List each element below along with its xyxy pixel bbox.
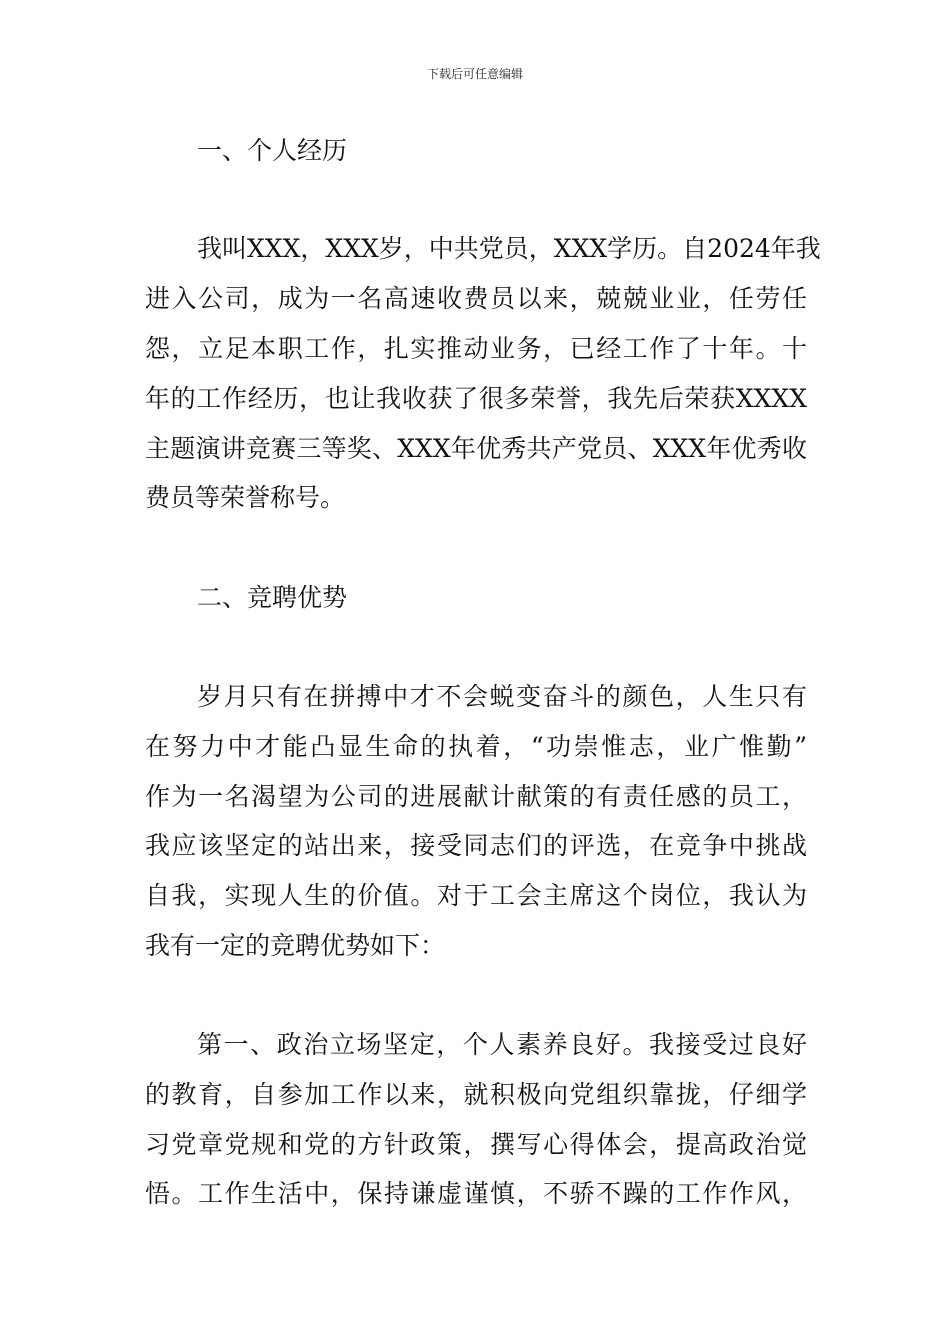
paragraph-line [145,881,807,911]
paragraph-line [145,284,807,314]
line-text: 作为一名渴望为公司的进展献计献策的有责任感的员工， [145,782,807,811]
paragraph-line [145,1179,807,1209]
paragraph-line [145,831,807,861]
paragraph-line [197,682,807,712]
paragraph-line [145,1080,807,1110]
paragraph-line [145,732,807,762]
section-heading-competitive-advantages [197,583,347,613]
paragraph-line [145,1130,807,1160]
paragraph-line [197,234,821,264]
line-text: 我应该坚定的站出来，接受同志们的评选，在竞争中挑战 [145,831,807,860]
line-text: 悟。工作生活中，保持谦虚谨慎，不骄不躁的工作作风， [145,1179,807,1208]
line-text: 自我，实现人生的价值。对于工会主席这个岗位，我认为 [145,881,807,910]
heading-text: 一、个人经历 [197,136,348,165]
line-text: 怨，立足本职工作，扎实推动业务，已经工作了十年。十 [145,334,807,363]
line-text: 第一、政治立场坚定，个人素养良好。我接受过良好 [197,1030,807,1059]
paragraph-line [145,384,807,414]
page-header-note: 下载后可任意编辑 [426,67,523,81]
section-heading-personal-experience [197,136,347,166]
paragraph-line [197,1030,807,1060]
line-text: 我有一定的竞聘优势如下： [145,931,446,960]
line-text: 进入公司，成为一名高速收费员以来，兢兢业业，任劳任 [145,284,807,313]
paragraph-line [145,782,807,812]
line-text: 岁月只有在拼搏中才不会蜕变奋斗的颜色，人生只有 [197,682,807,711]
line-text: 的教育，自参加工作以来，就积极向党组织靠拢，仔细学 [145,1080,807,1109]
paragraph-line [145,931,445,961]
line-text: 我叫XXX，XXX岁，中共党员，XXX学历。自2024年我 [197,234,821,263]
line-text: 年的工作经历，也让我收获了很多荣誉，我先后荣获XXXX [145,384,807,413]
paragraph-line [145,483,345,513]
line-text: 习党章党规和党的方针政策，撰写心得体会，提高政治觉 [145,1130,807,1159]
heading-text: 二、竞聘优势 [197,583,348,612]
line-text: 在努力中才能凸显生命的执着，“功崇惟志，业广惟勤” [145,732,807,761]
paragraph-line [145,434,807,464]
line-text: 费员等荣誉称号。 [145,483,346,512]
line-text: 主题演讲竞赛三等奖、XXX年优秀共产党员、XXX年优秀收 [145,434,807,463]
paragraph-line [145,334,807,364]
